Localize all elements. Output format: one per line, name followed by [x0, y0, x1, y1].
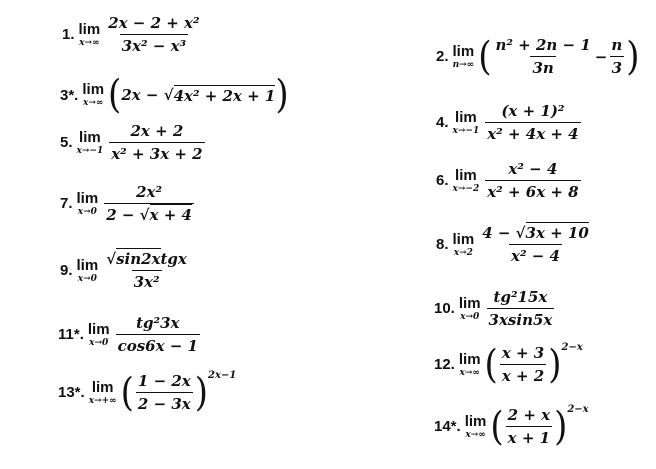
denominator: 3x²	[132, 270, 162, 291]
minus-sign: −	[594, 47, 608, 66]
fraction	[500, 344, 546, 385]
sqrt-icon: √	[134, 206, 150, 224]
limit-operator: lim x→−1	[76, 128, 104, 156]
radicand: 4x² + 2x + 1	[173, 87, 276, 105]
left-paren: (	[484, 341, 498, 388]
numerator: 2x − 2 + x²	[108, 14, 200, 32]
limit-operator: lim x→−2	[452, 166, 480, 194]
fraction	[493, 36, 592, 77]
limit-operator: lim x→0	[76, 256, 99, 284]
denominator: x + 2	[500, 364, 546, 385]
fraction	[104, 183, 194, 224]
problem-14	[434, 403, 589, 450]
problem-number: 6.	[436, 172, 449, 189]
numerator: 2x + 2	[130, 122, 184, 140]
problem-number: 11*.	[58, 326, 84, 343]
limit-operator: lim x→0	[76, 189, 99, 217]
problem-5	[60, 122, 207, 163]
limit-operator: lim x→∞	[458, 350, 481, 378]
expression-lead: 2x −	[121, 86, 159, 104]
problem-6	[436, 160, 583, 201]
limit-operator: lim x→−1	[452, 108, 480, 136]
limit-operator: lim x→0	[87, 320, 110, 348]
fraction-2	[609, 36, 624, 77]
problem-number: 10.	[434, 300, 455, 317]
right-paren: )	[548, 341, 562, 388]
problem-number: 7.	[60, 195, 73, 212]
fraction	[506, 406, 552, 447]
numerator: 2x²	[136, 183, 163, 201]
problem-number: 9.	[60, 262, 73, 279]
problem-number: 3*.	[60, 86, 79, 104]
fraction	[109, 122, 204, 163]
right-paren: )	[626, 33, 640, 80]
denominator: 2 − 3x	[136, 392, 193, 413]
problem-number: 12.	[434, 356, 455, 373]
problem-8	[436, 224, 593, 265]
problem-7	[60, 183, 196, 224]
fraction	[480, 224, 591, 265]
problem-4	[436, 102, 583, 143]
problem-number: 2.	[436, 48, 449, 65]
limit-operator: lim n→∞	[452, 42, 475, 70]
numerator: x² − 4	[508, 160, 558, 178]
problem-9	[60, 250, 191, 291]
exponent: 2x−1	[208, 370, 237, 381]
left-paren: (	[108, 72, 122, 118]
fraction	[106, 14, 201, 55]
fraction	[485, 160, 580, 201]
fraction	[487, 288, 555, 329]
limit-operator: lim x→∞	[464, 412, 487, 440]
right-paren: )	[554, 403, 568, 450]
left-paren: (	[120, 369, 134, 416]
left-paren: (	[478, 33, 492, 80]
denominator: 3n	[530, 56, 555, 77]
fraction	[136, 372, 193, 413]
limit-operator: lim x→2	[452, 230, 475, 258]
denominator: 2 − √x + 4	[104, 203, 194, 224]
fraction	[485, 102, 580, 143]
problem-11	[58, 314, 202, 355]
numerator: 2 + x	[507, 406, 551, 424]
problem-number: 8.	[436, 236, 449, 253]
limit-operator: lim x→+∞	[88, 378, 117, 406]
limit-operator: lim x→∞	[82, 81, 105, 108]
denominator: x + 1	[506, 426, 552, 447]
problem-12	[434, 341, 583, 388]
numerator: √sin2xtgx	[106, 250, 187, 268]
denominator: 3xsin5x	[487, 308, 555, 329]
problem-number: 4.	[436, 114, 449, 131]
exponent: 2−x	[567, 404, 589, 415]
denominator: 3x² − x³	[120, 34, 188, 55]
right-paren: )	[275, 72, 289, 118]
denominator: x² − 4	[509, 244, 562, 265]
numerator: x + 3	[501, 344, 545, 362]
problem-number: 14*.	[434, 418, 461, 435]
limit-operator: lim x→∞	[78, 20, 101, 48]
fraction	[116, 314, 200, 355]
numerator: n	[611, 36, 623, 54]
sqrt-icon: √	[106, 250, 117, 268]
problem-13	[58, 369, 237, 416]
right-paren: )	[194, 369, 209, 416]
denominator: x² + 4x + 4	[485, 122, 580, 143]
problem-number: 13*.	[58, 384, 85, 401]
problem-10	[434, 288, 556, 329]
denominator: x² + 6x + 8	[485, 180, 580, 201]
numerator: (x + 1)²	[501, 102, 565, 120]
denominator: 3	[610, 56, 624, 77]
problem-number: 1.	[62, 26, 75, 43]
numerator: 4 − √3x + 10	[482, 224, 589, 242]
denominator: x² + 3x + 2	[109, 142, 204, 163]
problem-number: 5.	[60, 134, 73, 151]
sqrt-icon: √	[158, 86, 174, 104]
problem-1	[62, 14, 204, 55]
denominator: cos6x − 1	[116, 334, 200, 355]
numerator: tg²15x	[493, 288, 548, 306]
numerator: n² + 2n − 1	[495, 36, 591, 54]
problem-2	[436, 33, 640, 80]
numerator: 1 − 2x	[137, 372, 191, 390]
fraction	[104, 250, 189, 291]
exponent: 2−x	[561, 342, 583, 353]
limit-operator: lim x→0	[458, 294, 481, 322]
problem-3	[60, 72, 289, 118]
left-paren: (	[490, 403, 504, 450]
numerator: tg²3x	[136, 314, 180, 332]
sqrt-icon: √	[510, 224, 526, 242]
